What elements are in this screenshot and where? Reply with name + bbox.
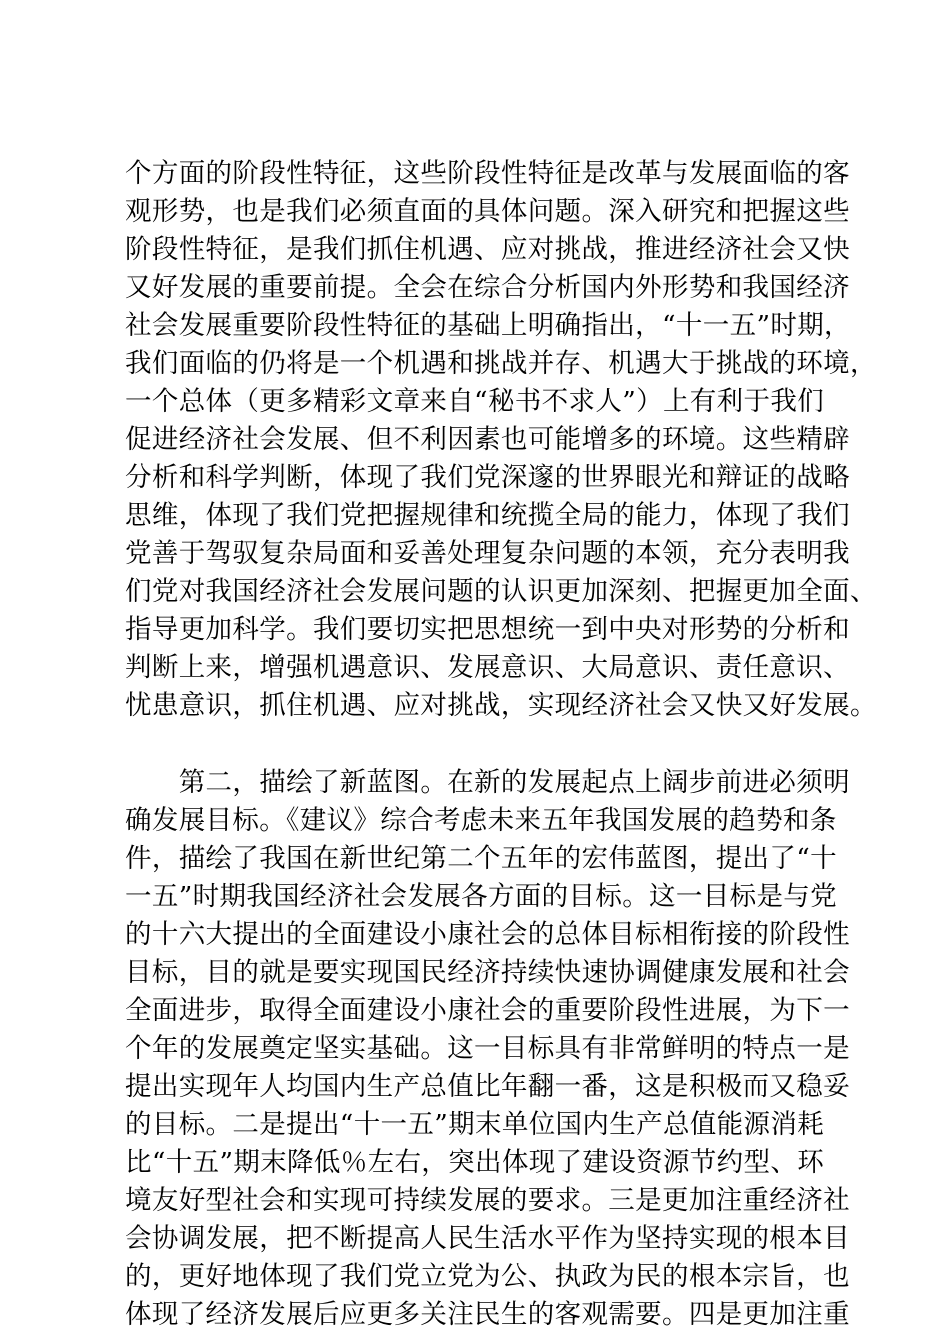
paragraph-1-line: 个方面的阶段性特征，这些阶段性特征是改革与发展面临的客 [125,158,850,189]
paragraph-1-line: 社会发展重要阶段性特征的基础上明确指出，“十一五”时期， [125,310,851,341]
paragraph-2-line: 第二，描绘了新蓝图。在新的发展起点上阔步前进必须明 [125,767,850,798]
paragraph-1-line: 思维，体现了我们党把握规律和统揽全局的能力，体现了我们 [125,500,850,531]
paragraph-1-line: 指导更加科学。我们要切实把思想统一到中央对形势的分析和 [125,614,850,645]
paragraph-2-line: 全面进步，取得全面建设小康社会的重要阶段性进展，为下一 [125,995,850,1026]
paragraph-1-line: 分析和科学判断，体现了我们党深邃的世界眼光和辩证的战略 [125,462,850,493]
paragraph-2-line: 目标，目的就是要实现国民经济持续快速协调健康发展和社会 [125,957,850,988]
paragraph-1-line: 党善于驾驭复杂局面和妥善处理复杂问题的本领，充分表明我 [125,538,850,569]
paragraph-2-line: 体现了经济发展后应更多关注民生的客观需要。四是更加注重 [125,1299,850,1330]
paragraph-1-line: 忧患意识，抓住机遇、应对挑战，实现经济社会又快又好发展。 [125,690,877,721]
paragraph-2-line: 提出实现年人均国内生产总值比年翻一番，这是积极而又稳妥 [125,1071,850,1102]
paragraph-1-line: 阶段性特征，是我们抓住机遇、应对挑战，推进经济社会又快 [125,234,850,265]
paragraph-2-line: 确发展目标。《建议》综合考虑未来五年我国发展的趋势和条 [125,805,837,836]
paragraph-2-line: 的目标。二是提出“十一五”期末单位国内生产总值能源消耗 [125,1109,825,1140]
paragraph-2-line: 的，更好地体现了我们党立党为公、执政为民的根本宗旨，也 [125,1261,850,1292]
paragraph-2-line: 境友好型社会和实现可持续发展的要求。三是更加注重经济社 [125,1185,850,1216]
paragraph-2-line: 会协调发展，把不断提高人民生活水平作为坚持实现的根本目 [125,1223,850,1254]
paragraph-1-line: 我们面临的仍将是一个机遇和挑战并存、机遇大于挑战的环境， [125,348,877,379]
paragraph-1-line: 一个总体（更多精彩文章来自“秘书不求人”）上有利于我们 [125,386,825,417]
paragraph-2-line: 比“十五”期末降低％左右，突出体现了建设资源节约型、环 [125,1147,825,1178]
paragraph-1-line: 们党对我国经济社会发展问题的认识更加深刻、把握更加全面、 [125,576,877,607]
paragraph-1-line: 又好发展的重要前提。全会在综合分析国内外形势和我国经济 [125,272,850,303]
paragraph-1-line: 判断上来，增强机遇意识、发展意识、大局意识、责任意识、 [125,652,850,683]
paragraph-2-line: 一五”时期我国经济社会发展各方面的目标。这一目标是与党 [125,881,837,912]
paragraph-2-line: 的十六大提出的全面建设小康社会的总体目标相衔接的阶段性 [125,919,850,950]
paragraph-1-line: 促进经济社会发展、但不利因素也可能增多的环境。这些精辟 [125,424,850,455]
paragraph-1-line: 观形势，也是我们必须直面的具体问题。深入研究和把握这些 [125,196,850,227]
paragraph-2-line: 件，描绘了我国在新世纪第二个五年的宏伟蓝图，提出了“十 [125,843,837,874]
paragraph-2-line: 个年的发展奠定坚实基础。这一目标具有非常鲜明的特点一是 [125,1033,850,1064]
